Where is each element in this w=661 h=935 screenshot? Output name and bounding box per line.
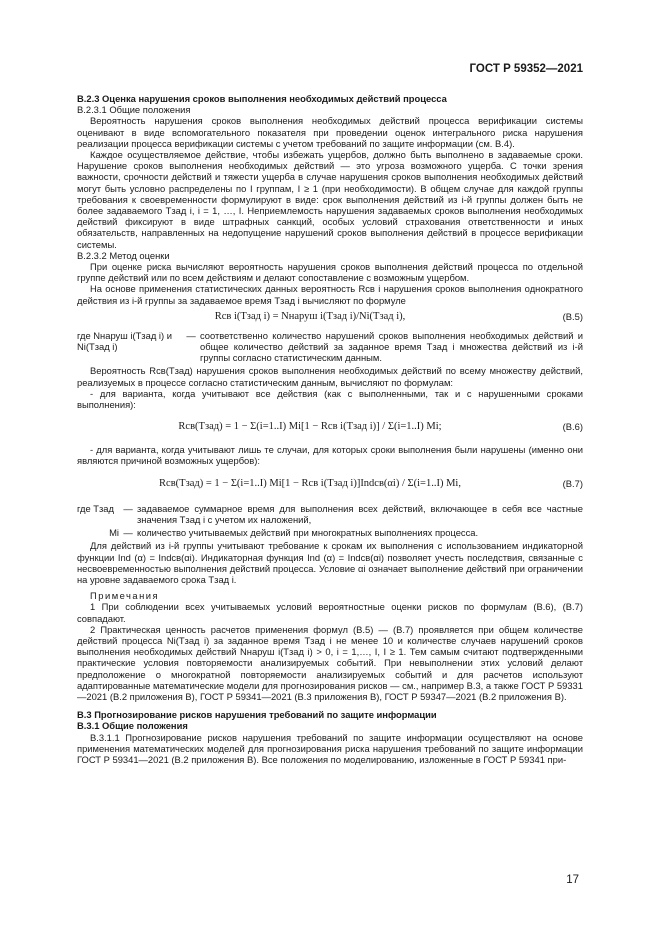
where-dash: —	[123, 502, 133, 514]
page-number: 17	[566, 874, 579, 886]
where-label: где Nнаруш i(Tзад i) и Ni(Tзад i)	[77, 329, 172, 353]
where-label: где Tзад	[77, 502, 114, 514]
paragraph: Для действий из i-й группы учитывают требование к срокам их выполнения с использованием индикаторной функции Ind (α) = Indсв(αi). Индикаторная функция Ind (α) = Indсв(αi) позволяет учесть последствия, связанные с несвоевременностью выполнения действий процесса. Условие αi означает выполнение действий при ограничении на уровне задаваемого срока Tзад i.	[77, 540, 583, 585]
subsection-heading: В.3.1 Общие положения	[77, 720, 188, 732]
formula-number: (В.5)	[562, 310, 583, 322]
where-text: задаваемое суммарное время для выполнения всех действий, включающее в себя все частные значения Tзад i с учетом их наложений,	[137, 502, 583, 525]
paragraph: Вероятность нарушения сроков выполнения необходимых действий процесса верификации системы оценивают в виде вспомогательного показателя при проведении оценок интегрального риска нарушения реализации процесса верификации системы с учетом требований по защите информации (см. В.4).	[77, 115, 583, 149]
subsection-heading: В.2.3.1 Общие положения	[77, 104, 191, 116]
notes-title: Примечания	[90, 590, 160, 602]
where-dash: —	[123, 527, 133, 539]
paragraph: Каждое осуществляемое действие, чтобы избежать ущербов, должно быть выполнено в задаваемые сроки. Нарушение сроков выполнения необходимых действий — это угроза возможного ущерба. С точки зрения важности, срочности действий и тяжести ущерба в случае нарушения сроков выполнения необходимых действий могут быть условно распределены по I группам, I ≥ 1 (при необходимости). В общем случае для каждой группы требования к своевременности формулируют в виде: срок выполнения действий из i-й группы должен быть не более задаваемого Tзад i, i = 1, …, I. Неприемлемость нарушения задаваемых сроков выполнения необходимых действий фиксируют в виде штрафных санкций, особых условий страхования ответственности и иных обязательств, направленных на недопущение нарушений сроков выполнения действий в процессе верификации системы.	[77, 149, 583, 250]
note: 1 При соблюдении всех учитываемых условий вероятностные оценки рисков по формулам (В.6), (В.7) совпадают.	[77, 601, 583, 624]
note: 2 Практическая ценность расчетов применения формул (В.5) — (В.7) проявляется при общем количестве действий процесса Ni(Tзад i) за заданное время Tзад i не менее 10 и количестве случаев нарушений сроков выполнения необходимых действий Nнаруш i(Tзад i) > 0, i = 1,…, I, I ≥ 1. Тем самым считают подтвержденными практические условия повторяемости анализируемых событий. При невыполнении этих условий делают предположение о многократной повторяемости анализируемых событий и для расчетов используют адаптированные математические модели для прогнозирования рисков — см., например В.3, а также ГОСТ Р 59331—2021 (В.2 приложения В), ГОСТ Р 59341—2021 (В.3 приложения В), ГОСТ Р 59347—2021 (В.2 приложения В).	[77, 623, 583, 702]
where-dash: —	[186, 329, 196, 341]
formula-number: (В.6)	[562, 421, 583, 433]
formula-b7	[77, 467, 583, 501]
paragraph: В.3.1.1 Прогнозирование рисков нарушения требований по защите информации осуществляют на основе применения математических моделей для прогнозирования риска нарушения требований по защите информации ГОСТ Р 59341—2021 (В.2 приложения В). Все положения по моделированию, изложенные в ГОСТ Р 59341 при-	[77, 731, 583, 765]
paragraph: Вероятность Rсв(Tзад) нарушения сроков выполнения необходимых действий по всему множеству действий, реализуемых в процессе согласно статистическим данным, вычисляют по формулам:	[77, 365, 583, 388]
subsection-heading: В.2.3.2 Метод оценки	[77, 249, 170, 261]
paragraph: При оценке риска вычисляют вероятность нарушения сроков выполнения действий процесса по отдельной группе действий или по всем действиям и делают сопоставление с возможным ущербом.	[77, 261, 583, 284]
paragraph: - для варианта, когда учитывают все действия (как с выполненными, так и с нарушенными сроками выполнения):	[77, 387, 583, 411]
where-clause	[77, 503, 583, 525]
paragraph: На основе применения статистических данных вероятность Rсв i нарушения сроков выполнения однократного действия из i-й группы за задаваемое время Tзад i вычисляют по формуле	[77, 283, 583, 306]
formula-b6	[77, 410, 583, 444]
where-clause	[77, 330, 583, 364]
section-heading: В.2.3 Оценка нарушения сроков выполнения необходимых действий процесса	[77, 93, 447, 104]
formula-text: Rсв i(Tзад i) = Nнаруш i(Tзад i)/Ni(Tзад i),	[214, 310, 406, 322]
paragraph: - для варианта, когда учитывают лишь те случаи, для которых сроки выполнения были нарушены (именно они являются причиной возможных ущербов):	[77, 444, 583, 467]
page-content	[77, 93, 583, 765]
where-clause	[77, 527, 583, 538]
section-heading: В.3 Прогнозирование рисков нарушения требований по защите информации	[77, 709, 437, 721]
formula-text: Rсв(Tзад) = 1 − Σ(i=1..I) Mi[1 − Rсв i(Tзад i)] / Σ(i=1..I) Mi;	[178, 421, 442, 433]
formula-b5	[77, 306, 583, 328]
formula-text: Rсв(Tзад) = 1 − Σ(i=1..I) Mi[1 − Rсв i(Tзад i)]Indсв(αi) / Σ(i=1..I) Mi,	[159, 477, 461, 489]
where-text: количество учитываемых действий при многократных выполнениях процесса.	[137, 527, 479, 539]
where-text: соответственно количество нарушений сроков выполнения необходимых действий и общее количество действий за заданное время Tзад i множества действий из i-й группы согласно статистическим данным.	[200, 329, 583, 364]
standard-header: ГОСТ Р 59352—2021	[469, 63, 583, 75]
formula-number: (В.7)	[562, 477, 583, 489]
where-label: Mi	[109, 527, 119, 539]
